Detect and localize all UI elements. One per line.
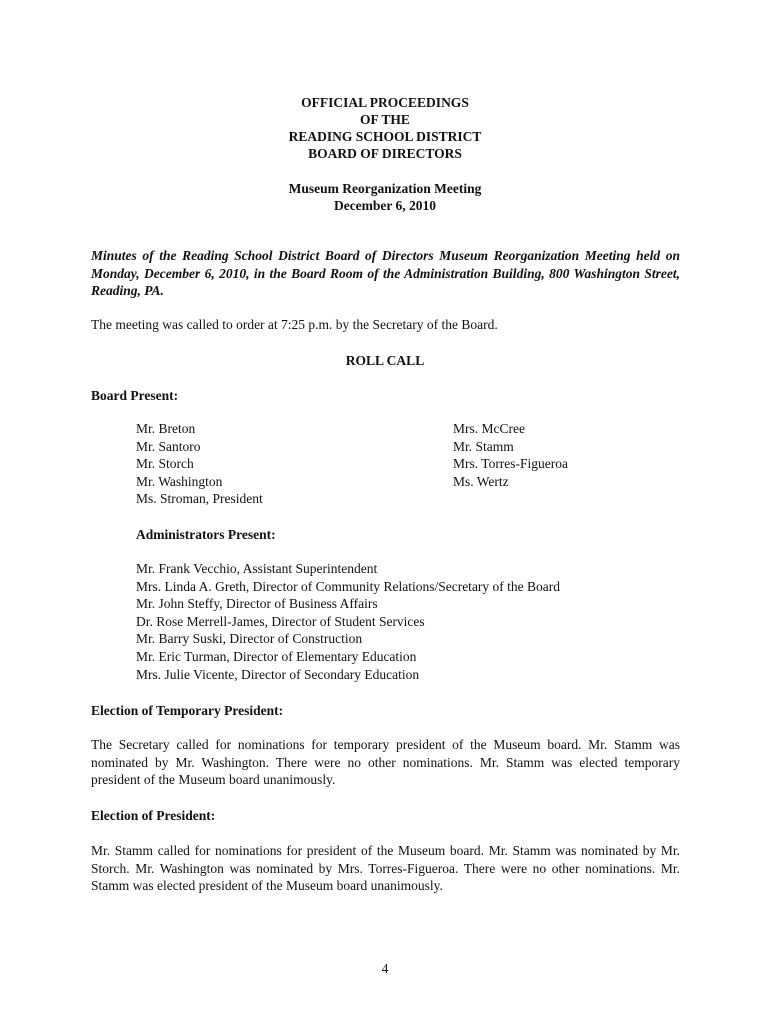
meeting-date: December 6, 2010: [333, 198, 437, 213]
meeting-title: Museum Reorganization Meeting: [288, 181, 482, 196]
header-line-4: BOARD OF DIRECTORS: [308, 146, 462, 161]
header-line-2: OF THE: [360, 112, 410, 127]
administrator: Mr. John Steffy, Director of Business Affairs: [136, 596, 378, 612]
administrator: Mr. Eric Turman, Director of Elementary Education: [136, 648, 417, 664]
administrator: Mrs. Julie Vicente, Director of Secondary Education: [136, 666, 420, 682]
administrator: Mr. Frank Vecchio, Assistant Superintendent: [136, 561, 378, 576]
board-member: Mr. Storch: [136, 456, 194, 472]
header-line-1: OFFICIAL PROCEEDINGS: [301, 95, 469, 110]
administrators-heading: Administrators Present:: [136, 527, 276, 542]
intro-paragraph: Minutes of the Reading School District Board of Directors Museum Reorganization Meeting held on Monday, December 6, 2010, in the Board Room of the Administration Building, 800 Washington Street, Reading, PA.: [91, 248, 680, 298]
board-member: Mr. Santoro: [136, 438, 201, 454]
page-number: 4: [381, 961, 389, 976]
roll-call-heading: ROLL CALL: [345, 353, 425, 368]
board-member: Ms. Wertz: [453, 473, 509, 489]
administrator: Mr. Barry Suski, Director of Construction: [136, 631, 363, 647]
temp-president-text: The Secretary called for nominations for temporary president of the Museum board. Mr. Stamm was nominated by Mr. Washington. There were no other nominations. Mr. Stamm was elected temporary president of the Museum board unanimously.: [91, 737, 680, 787]
board-member: Mrs. Torres-Figueroa: [453, 456, 569, 472]
temp-president-heading: Election of Temporary President:: [91, 703, 284, 718]
board-member: Ms. Stroman, President: [136, 491, 263, 507]
board-member: Mrs. McCree: [453, 421, 525, 436]
president-text: Mr. Stamm called for nominations for president of the Museum board. Mr. Stamm was nominated by Mr. Storch. Mr. Washington was nominated by Mrs. Torres-Figueroa. There were no other nominations. Mr. Stamm was elected president of the Museum board unanimously.: [91, 843, 680, 893]
administrator: Mrs. Linda A. Greth, Director of Community Relations/Secretary of the Board: [136, 578, 561, 594]
board-members-right: [453, 420, 568, 490]
board-member: Mr. Breton: [136, 421, 196, 436]
board-member: Mr. Washington: [136, 473, 223, 489]
board-member: Mr. Stamm: [453, 438, 514, 454]
administrators-list: [136, 560, 560, 683]
header-line-3: READING SCHOOL DISTRICT: [288, 129, 482, 144]
board-present-heading: Board Present:: [91, 388, 179, 403]
president-heading: Election of President:: [91, 808, 216, 823]
call-to-order: The meeting was called to order at 7:25 p.m. by the Secretary of the Board.: [91, 317, 498, 332]
administrator: Dr. Rose Merrell-James, Director of Student Services: [136, 613, 425, 629]
board-members-left: [136, 420, 263, 508]
